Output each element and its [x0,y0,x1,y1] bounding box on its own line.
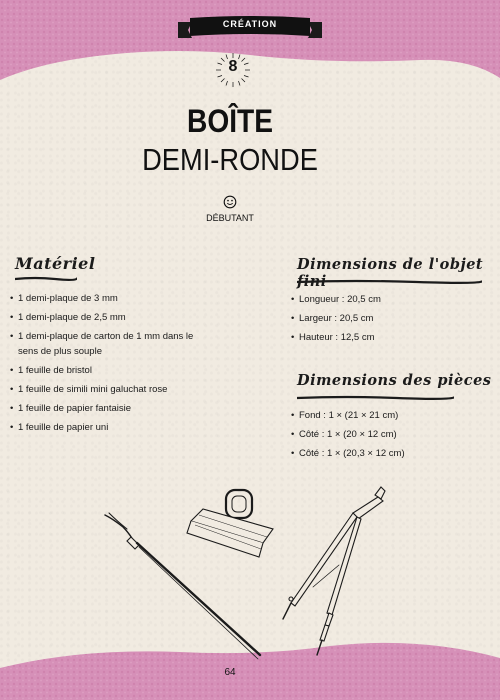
list-item: • Fond : 1 × (21 × 21 cm) [291,408,481,423]
tools-illustration [95,485,395,665]
dimensions-objet-list [291,292,481,349]
list-item: • Hauteur : 12,5 cm [291,330,481,345]
category-label: CRÉATION [222,19,278,29]
list-item: • 1 demi-plaque de 2,5 mm [10,310,195,325]
list-item: • Longueur : 20,5 cm [291,292,481,307]
difficulty-level: DÉBUTANT [206,213,254,223]
list-item: • 1 demi-plaque de 3 mm [10,291,195,306]
materiel-heading-underline [15,276,77,282]
dimensions-objet-heading: Dimensions de l'objet fini [297,256,484,290]
list-item: • 1 feuille de bristol [10,363,195,378]
binder-clip-icon [187,490,273,557]
page-title-line-1: BOÎTE [186,103,274,139]
list-item: • 1 feuille de simili mini galuchat rose [10,382,195,397]
dimensions-pieces-underline [297,395,454,401]
page-title-line-2: DEMI-RONDE [142,142,318,177]
page-number: 64 [224,667,236,678]
list-item: • 1 feuille de papier fantaisie [10,401,195,416]
dimensions-pieces-heading: Dimensions des pièces [297,372,492,389]
list-item: • Côté : 1 × (20,3 × 12 cm) [291,446,481,461]
compass-icon [283,487,385,655]
list-item: • 1 feuille de papier uni [10,420,195,435]
list-item: • Largeur : 20,5 cm [291,311,481,326]
recipe-number: 8 [228,58,238,75]
dimensions-objet-underline [297,279,482,285]
dimensions-pieces-list [291,408,481,465]
materiel-list [10,291,195,439]
smiley-icon [223,195,237,209]
list-item: • 1 demi-plaque de carton de 1 mm dans le sens de plus souple [10,329,195,359]
materiel-heading: Matériel [15,254,96,273]
list-item: • Côté : 1 × (20 × 12 cm) [291,427,481,442]
